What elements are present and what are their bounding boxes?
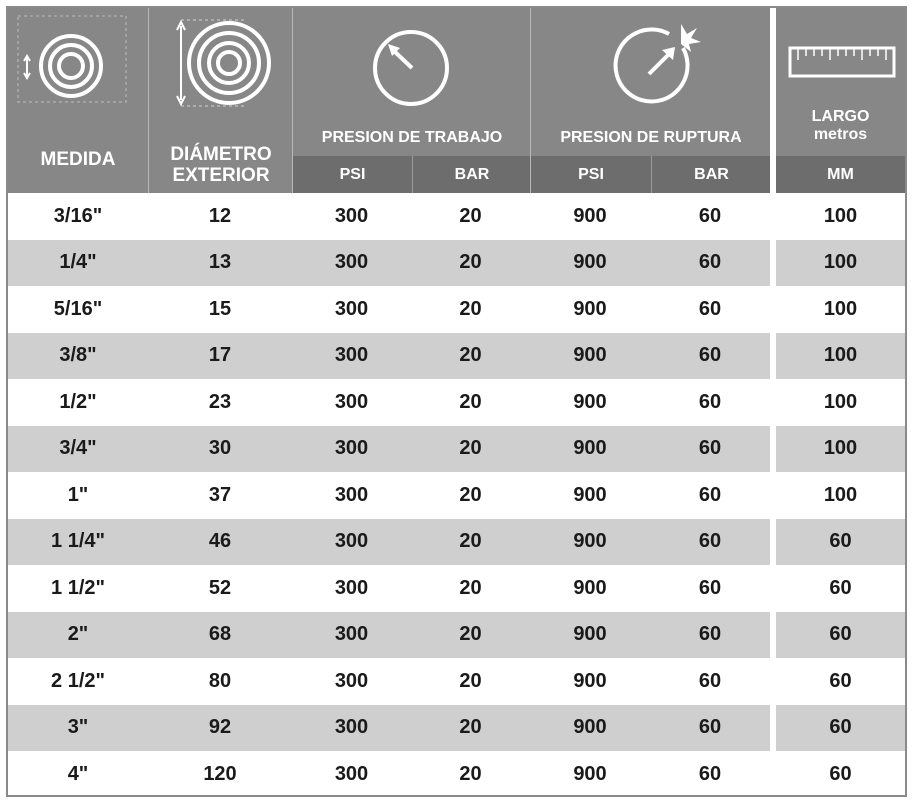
table-row — [8, 519, 905, 566]
header-presion-trabajo-label: PRESION DE TRABAJO — [321, 129, 503, 146]
cell-psi-t: 300 — [334, 204, 369, 227]
cell-psi-r: 900 — [530, 705, 650, 752]
table-row — [8, 426, 905, 473]
table-row — [8, 565, 905, 612]
cell-psi-t: 300 — [334, 483, 369, 506]
cell-psi-t: 300 — [292, 705, 411, 752]
cell-bar-t: 20 — [459, 390, 482, 413]
table-row — [8, 751, 905, 798]
table-row — [8, 286, 905, 333]
cell-bar-t: 20 — [411, 426, 530, 473]
cell-medida: 3/4" — [8, 426, 148, 473]
table-row — [8, 193, 905, 240]
header-diametro-label — [149, 144, 293, 186]
cell-largo: 100 — [776, 240, 905, 287]
header-largo-line2: metros — [813, 126, 868, 143]
cell-medida: 1/2" — [59, 390, 97, 413]
cell-largo: 60 — [776, 519, 905, 566]
cell-bar-t: 20 — [459, 576, 482, 599]
cell-bar-r: 60 — [698, 390, 722, 413]
cell-largo: 60 — [829, 762, 852, 785]
cell-psi-r: 900 — [573, 483, 607, 506]
cell-bar-t: 20 — [411, 240, 530, 287]
cell-bar-r: 60 — [650, 333, 770, 380]
cell-bar-r: 60 — [698, 483, 722, 506]
table-row — [8, 472, 905, 519]
cell-psi-r: 900 — [530, 333, 650, 380]
table-row — [8, 658, 905, 705]
cell-psi-t: 300 — [334, 297, 369, 320]
cell-medida: 1 1/4" — [8, 519, 148, 566]
cell-largo: 60 — [776, 705, 905, 752]
header-medida — [8, 8, 148, 193]
cell-largo: 100 — [823, 297, 858, 320]
header-diametro-line1: DIÁMETRO — [170, 144, 272, 165]
cell-medida: 2" — [8, 612, 148, 659]
spec-table — [6, 6, 907, 797]
cell-psi-r: 900 — [573, 576, 607, 599]
cell-medida: 1/4" — [8, 240, 148, 287]
cell-diametro: 92 — [148, 705, 292, 752]
cell-bar-t: 20 — [459, 204, 482, 227]
cell-medida: 1 1/2" — [51, 576, 105, 599]
header-diametro — [148, 8, 292, 193]
cell-bar-t: 20 — [411, 333, 530, 380]
cell-largo: 100 — [776, 426, 905, 473]
cell-bar-r: 60 — [698, 576, 722, 599]
cell-medida: 1" — [67, 483, 89, 506]
cell-bar-t: 20 — [459, 297, 482, 320]
cell-psi-t: 300 — [292, 612, 411, 659]
cell-psi-r: 900 — [530, 612, 650, 659]
cell-largo: 100 — [823, 390, 858, 413]
cell-bar-r: 60 — [698, 297, 722, 320]
cell-psi-r: 900 — [530, 426, 650, 473]
header-presion-trabajo — [292, 8, 530, 193]
cell-psi-t: 300 — [334, 576, 369, 599]
burst-gauge-icon — [607, 18, 707, 108]
cell-psi-t: 300 — [292, 240, 411, 287]
cell-bar-r: 60 — [650, 519, 770, 566]
cell-bar-t: 20 — [459, 762, 482, 785]
cell-medida: 3/16" — [53, 204, 103, 227]
cell-bar-r: 60 — [698, 204, 722, 227]
cell-medida: 3/8" — [8, 333, 148, 380]
subheader-bar-ruptura: BAR — [651, 156, 771, 193]
header-largo — [770, 8, 905, 193]
subheader-psi-ruptura: PSI — [531, 156, 651, 193]
table-row — [8, 612, 905, 659]
cell-psi-t: 300 — [334, 762, 369, 785]
cell-largo: 60 — [776, 612, 905, 659]
cell-bar-r: 60 — [698, 762, 722, 785]
cell-bar-t: 20 — [411, 612, 530, 659]
cell-psi-r: 900 — [530, 240, 650, 287]
hose-cross-section-icon — [16, 14, 128, 104]
cell-bar-r: 60 — [698, 669, 722, 692]
cell-largo: 60 — [829, 576, 852, 599]
table-body — [8, 193, 905, 798]
header-largo-label — [776, 108, 905, 144]
cell-bar-r: 60 — [650, 240, 770, 287]
cell-diametro: 68 — [148, 612, 292, 659]
cell-largo: 100 — [823, 483, 858, 506]
cell-medida: 5/16" — [53, 297, 103, 320]
cell-diametro: 37 — [208, 483, 232, 506]
cell-bar-t: 20 — [459, 483, 482, 506]
cell-medida: 3" — [8, 705, 148, 752]
cell-diametro: 120 — [203, 762, 237, 785]
pressure-gauge-icon — [368, 28, 454, 108]
table-row — [8, 379, 905, 426]
header-presion-ruptura-label: PRESION DE RUPTURA — [560, 129, 742, 146]
cell-bar-r: 60 — [650, 705, 770, 752]
cell-largo: 100 — [823, 204, 858, 227]
subheader-psi-trabajo: PSI — [293, 156, 412, 193]
cell-medida: 4" — [67, 762, 89, 785]
subheader-bar-trabajo: BAR — [412, 156, 531, 193]
cell-bar-t: 20 — [411, 519, 530, 566]
cell-diametro: 15 — [208, 297, 232, 320]
header-medida-label: MEDIDA — [40, 149, 116, 170]
cell-largo: 60 — [829, 669, 852, 692]
header-presion-ruptura — [530, 8, 770, 193]
cell-diametro: 30 — [148, 426, 292, 473]
cell-largo: 100 — [776, 333, 905, 380]
table-row — [8, 705, 905, 752]
header-largo-line1: LARGO — [811, 108, 870, 125]
cell-diametro: 46 — [148, 519, 292, 566]
cell-bar-r: 60 — [650, 426, 770, 473]
cell-psi-r: 900 — [573, 762, 607, 785]
cell-diametro: 12 — [208, 204, 232, 227]
cell-psi-t: 300 — [334, 390, 369, 413]
cell-diametro: 13 — [148, 240, 292, 287]
outer-diameter-icon — [167, 12, 277, 112]
cell-diametro: 17 — [148, 333, 292, 380]
cell-diametro: 52 — [208, 576, 232, 599]
table-header — [8, 8, 905, 193]
cell-medida: 2 1/2" — [51, 669, 105, 692]
cell-psi-t: 300 — [334, 669, 369, 692]
cell-bar-r: 60 — [650, 612, 770, 659]
cell-psi-r: 900 — [530, 519, 650, 566]
cell-psi-r: 900 — [573, 669, 607, 692]
cell-bar-t: 20 — [411, 705, 530, 752]
cell-psi-r: 900 — [573, 204, 607, 227]
header-diametro-line2: EXTERIOR — [172, 165, 270, 186]
cell-bar-t: 20 — [459, 669, 482, 692]
cell-diametro: 23 — [208, 390, 232, 413]
table-row — [8, 333, 905, 380]
cell-diametro: 80 — [208, 669, 232, 692]
cell-psi-r: 900 — [573, 297, 607, 320]
ruler-icon — [788, 46, 898, 80]
cell-psi-t: 300 — [292, 426, 411, 473]
table-row — [8, 240, 905, 287]
cell-psi-t: 300 — [292, 519, 411, 566]
cell-psi-r: 900 — [573, 390, 607, 413]
cell-psi-t: 300 — [292, 333, 411, 380]
subheader-mm: MM — [776, 156, 905, 193]
